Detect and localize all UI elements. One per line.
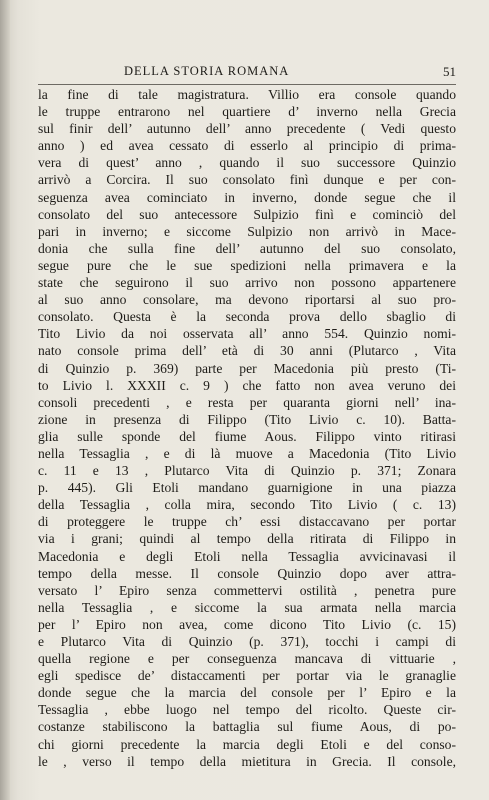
text-line: donde segue che la marcia del console per l’ Epiro e la — [38, 685, 456, 701]
text-line: le truppe entrarono nel quartiere d’ inverno nella Grecia — [38, 104, 456, 120]
text-line: nato console prima dell’ età di 30 anni (Plutarco , Vita — [38, 343, 456, 359]
text-line: consolato. Questa è la seconda prova dello sbaglio di — [38, 309, 456, 325]
text-line: via i grani; quindi al tempo della ritirata di Filippo in — [38, 531, 456, 547]
text-line: sul finir dell’ autunno dell’ anno precedente ( Vedi questo — [38, 121, 456, 137]
text-line: anno ) ed avea cessato di esserlo al principio di prima- — [38, 138, 456, 154]
text-line: arrivò a Corcira. Il suo consolato finì dunque e per con- — [38, 172, 456, 188]
text-line: al suo anno consolare, ma devono riportarsi al suo pro- — [38, 292, 456, 308]
text-line: della Tessaglia , colla mira, secondo Tito Livio ( c. 13) — [38, 497, 456, 513]
page-gutter — [0, 0, 10, 800]
body-text — [38, 86, 456, 770]
text-line: egli spedisce de’ distaccamenti per portar via le granaglie — [38, 668, 456, 684]
text-line: quella regione e per conseguenza mancava di vittuarie , — [38, 651, 456, 667]
running-title: DELLA STORIA ROMANA — [124, 64, 290, 78]
page-number: 51 — [443, 64, 456, 79]
text-line: tempo della messe. Il console Quinzio dopo aver attra- — [38, 565, 456, 581]
text-line: vera di quest’ anno , quando il suo successore Quinzio — [38, 155, 456, 171]
text-line: p. 445). Gli Etoli mandano guarnigione in una piazza — [38, 480, 456, 496]
text-line: chi giorni precedente la marcia degli Etoli e del conso- — [38, 736, 456, 752]
text-line: zione in presenza di Filippo (Tito Livio c. 10). Batta- — [38, 411, 456, 427]
text-line: c. 11 e 13 , Plutarco Vita di Quinzio p. 371; Zonara — [38, 463, 456, 479]
text-line: le , verso il tempo della mietitura in Grecia. Il console, — [38, 753, 456, 769]
text-line: versato l’ Epiro senza commettervi ostilità , penetra pure — [38, 582, 456, 598]
text-line: Tessaglia , ebbe luogo nel tempo del ricolto. Queste cir- — [38, 702, 456, 718]
text-line: per l’ Epiro non avea, come dicono Tito Livio (c. 15) — [38, 616, 456, 632]
text-line: di Quinzio p. 369) parte per Macedonia più presto (Ti- — [38, 360, 456, 376]
text-line: nella Tessaglia , e siccome la sua armata nella marcia — [38, 599, 456, 615]
page-header — [38, 64, 456, 82]
text-line: di proteggere le truppe ch’ essi distaccavano per portar — [38, 514, 456, 530]
text-line: nella Tessaglia , e di là muove a Macedonia (Tito Livio — [38, 445, 456, 461]
text-line: pari in inverno; e siccome Sulpizio non arrivò in Mace- — [38, 223, 456, 239]
text-line: la fine di tale magistratura. Villio era console quando — [38, 87, 456, 102]
text-line: Macedonia e degli Etoli nella Tessaglia avvicinavasi il — [38, 548, 456, 564]
text-line: state che seguirono il suo arrivo non possono appartenere — [38, 275, 456, 291]
text-line: glia sulle sponde del fiume Aous. Filippo vinto ritirasi — [38, 428, 456, 444]
text-line: consoli precedenti , e resta per quaranta giorni nell’ ina- — [38, 394, 456, 410]
text-line: e Plutarco Vita di Quinzio (p. 371), tocchi i campi di — [38, 634, 456, 649]
text-line: seguenza avea cominciato in inverno, donde segue che il — [38, 189, 456, 205]
text-line: Tito Livio da noi osservata all’ anno 554. Quinzio nomi- — [38, 326, 456, 342]
header-rule — [38, 84, 456, 85]
text-line: consolato del suo antecessore Sulpizio finì e cominciò del — [38, 206, 456, 222]
text-line: donia che sulla fine dell’ autunno del suo consolato, — [38, 240, 456, 256]
text-line: to Livio l. XXXII c. 9 ) che fatto non avea veruno dei — [38, 377, 456, 393]
text-line: segue pure che le sue spedizioni nella primavera e la — [38, 257, 456, 273]
text-line: costanze stabiliscono la battaglia sul fiume Aous, di po- — [38, 719, 456, 735]
